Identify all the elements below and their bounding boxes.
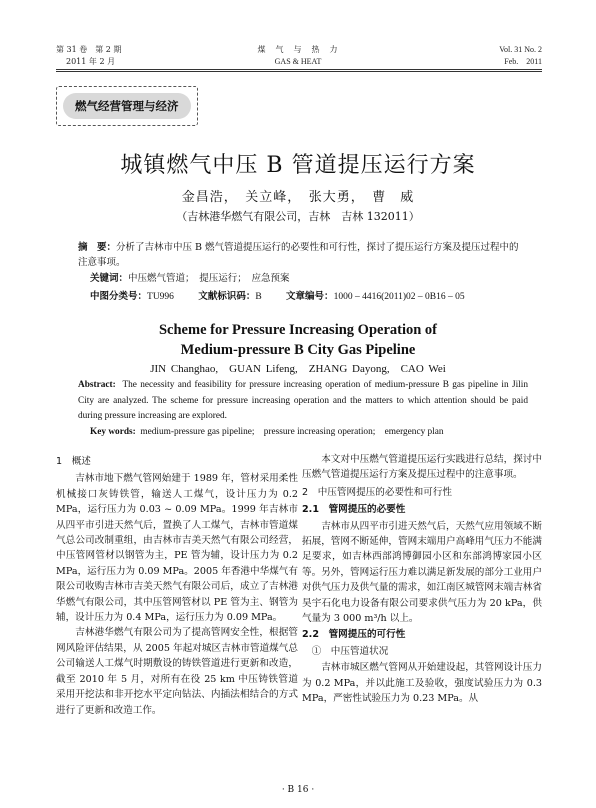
article-number-value: 1000 – 4416(2011)02 – 0B16 – 05 [333,292,465,302]
header-rule-top [56,69,542,70]
keywords-en [90,425,444,439]
section-badge: 燃气经营管理与经济 [63,93,191,119]
body-paragraph: 吉林市城区燃气管网从开始建设起，其管网设计压力为 0.2 MPa，并以此施工及验收，强度试验压力为 0.3 MPa，严密性试验压力为 0.23 MPa。从 [302,662,542,705]
clc-label: 中图分类号： [90,291,148,302]
subsection-heading: ① 中压管道状况 [311,645,389,657]
header-journal-cn: 煤 气 与 热 力 [257,45,339,54]
body-column-left [56,452,298,718]
doc-code-label: 文献标识码： [198,291,256,302]
body-paragraph: 吉林港华燃气有限公司为了提高管网安全性，根据管网风险评估结果，从 2005 年起对城区吉林市管道煤气总公司输送人工煤气时期敷设的铸铁管道进行更新和改造，截至 2010 年 5 月，对所有在役 25 km 中压铸铁管道采用开挖法和非开挖水平定向钻法、内插法相结合的方式进行了更新和改造工作。 [56,627,298,716]
affiliation-cn: （吉林港华燃气有限公司，吉林 吉林 132011） [176,210,420,223]
article-title-en-line2: Medium-pressure B City Gas Pipeline [180,342,416,358]
article-title-en [0,320,596,360]
abstract-en-label: Abstract: [78,380,116,390]
header-date-en: Feb. 2011 [504,57,542,66]
authors-en: JIN Changhao, GUAN Lifeng, ZHANG Dayong, CAO Wei [150,363,446,375]
abstract-cn [78,240,528,270]
section-2-1-heading: 2.1 管网提压的必要性 [302,504,406,516]
body-paragraph: 吉林市地下燃气管网始建于 1989 年，管材采用柔性机械接口灰铸铁管，输送人工煤气，设计压力为 0.2 MPa，运行压力为 0.03 ~ 0.09 MPa。1999 年吉林市从四平市引进天然气后，置换了人工煤气，吉林市管道煤气总公司改制重组，由吉林市吉美天然气有限公司经营，中压管网管材以钢管为主，PE 管为辅，设计压力为 0.2 MPa，运行压力为 0.09 MPa。2005 年香港中华煤气有限公司收购吉林市吉美天然气有限公司后，成立了吉林港华燃气有限公司，其中压管网管材以 PE 管为主、钢管为辅，设计压力为 0.4 MPa，运行压力为 0.09 MPa。 [56,473,298,624]
clc-value: TU996 [147,292,174,302]
keywords-en-text: medium-pressure gas pipeline; pressure increasing operation; emergency plan [140,427,444,437]
keywords-en-label: Key words: [90,427,136,437]
article-title-en-line1: Scheme for Pressure Increasing Operation of [158,322,438,338]
abstract-cn-label: 摘 要： [78,242,117,253]
section-1-heading: 1 概述 [56,456,91,467]
keywords-cn [90,272,290,286]
article-number-label: 文章编号： [286,291,334,302]
header-journal-en: GAS & HEAT [274,57,322,66]
abstract-cn-text: 分析了吉林市中压 B 燃气管道提压运行的必要性和可行性，探讨了提压运行方案及提压过程中的注意事项。 [78,242,519,268]
body-column-right [302,452,542,707]
keywords-cn-text: 中压燃气管道； 提压运行； 应急预案 [128,273,290,284]
header-volume-en: Vol. 31 No. 2 [499,45,542,54]
header-date-cn: 2011 年 2 月 [66,57,116,66]
abstract-en-text: The necessity and feasibility for pressure increasing operation of medium-pressure B gas pipeline in Jilin City are analyzed. The scheme for pressure increasing operation and the matters to which attention should be paid during pressure increasing are explored. [78,380,528,421]
body-paragraph: 本文对中压燃气管道提压运行实践进行总结，探讨中压燃气管道提压运行方案及提压过程中的注意事项。 [302,454,542,481]
section-2-2-heading: 2.2 管网提压的可行性 [302,629,406,641]
doc-code-value: B [255,292,262,302]
body-paragraph: 吉林市从四平市引进天然气后，天然气应用领域不断拓展，管网不断延伸，管网末端用户高峰用气压力不能满足要求，如吉林西部鸿博御园小区和东部鸿博家园小区等。另外，管网运行压力难以满足新发展的部分工业用户对供气压力及供气量的需求，如江南区城管网末端吉林省昊宇石化电力设备有限公司要求供气压力为 20 kPa，供气量为 3 000 m³/h 以上。 [302,520,542,625]
section-badge-frame [56,86,198,126]
classification-cn [90,290,465,304]
authors-cn: 金昌浩， 关立峰， 张大勇， 曹 威 [181,190,415,205]
page-number: · B 16 · [281,785,315,795]
header-rule-bottom [56,71,542,72]
abstract-en [78,378,528,425]
section-2-heading: 2 中压管网提压的必要性和可行性 [302,486,453,498]
keywords-cn-label: 关键词： [90,273,129,284]
article-title-cn: 城镇燃气中压 B 管道提压运行方案 [120,153,476,178]
header-volume-cn: 第 31 卷 第 2 期 [56,45,122,54]
